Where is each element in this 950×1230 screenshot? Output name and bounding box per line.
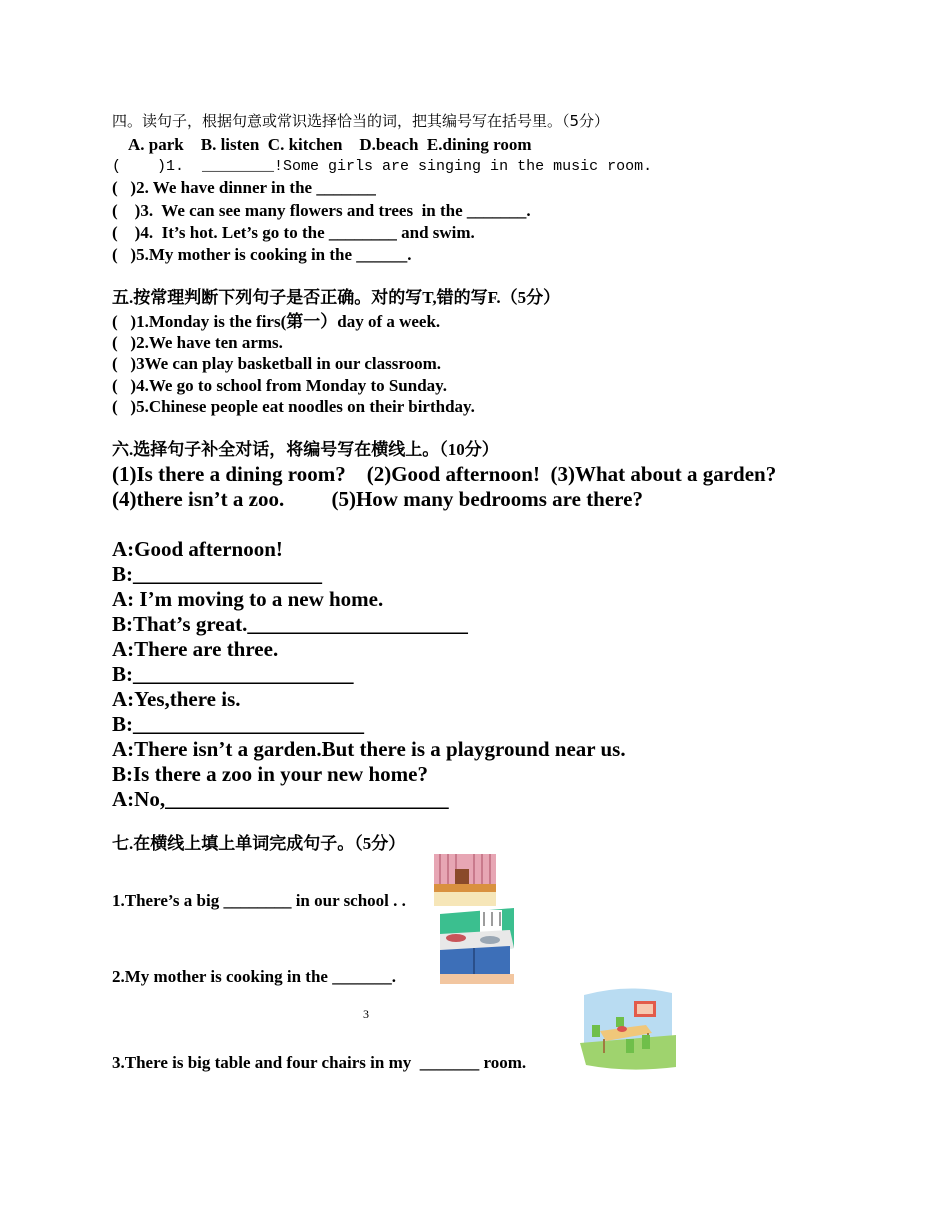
section4-title: 四。读句子，根据句意或常识选择恰当的词，把其编号写在括号里。（5分） — [112, 112, 610, 130]
section5-question-2: ( )2.We have ten arms. — [112, 333, 283, 352]
section5-question-4: ( )4.We go to school from Monday to Sunday. — [112, 376, 447, 395]
section6-title: 六.选择句子补全对话，将编号写在横线上。（10分） — [112, 440, 499, 459]
section4-question-5: ( )5.My mother is cooking in the ______. — [112, 245, 412, 264]
music-room-picture — [434, 854, 496, 906]
section7-question-2: 2.My mother is cooking in the _______. — [112, 967, 396, 986]
dialog-line: A:Good afternoon! — [112, 537, 283, 561]
section4-question-4: ( )4. It’s hot. Let’s go to the ________ and swim. — [112, 223, 475, 242]
section5-title: 五.按常理判断下列句子是否正确。对的写T,错的写F.（5分） — [112, 288, 561, 307]
section5-question-3: ( )3We can play basketball in our classroom. — [112, 354, 442, 373]
dialog-line: B:Is there a zoo in your new home? — [112, 762, 428, 786]
section5-question-1: ( )1.Monday is the firs(第一）day of a week. — [112, 312, 441, 331]
dialog-line: A:Yes,there is. — [112, 687, 241, 711]
section7-title: 七.在横线上填上单词完成句子。（5分） — [112, 834, 406, 853]
dialog-line: B:__________________ — [112, 562, 322, 586]
section4-options: A. park B. listen C. kitchen D.beach E.dining room — [128, 135, 532, 154]
page-number: 3 — [363, 1007, 369, 1021]
dialog-line: B:That’s great._____________________ — [112, 612, 468, 636]
section4-question-3: ( )3. We can see many flowers and trees in the _______. — [112, 201, 531, 220]
section4-question-1: ( )1. ________!Some girls are singing in the music room. — [112, 158, 653, 175]
kitchen-picture — [440, 908, 514, 984]
dialog-line: B:______________________ — [112, 712, 364, 736]
dialog-line: A: I’m moving to a new home. — [112, 587, 384, 611]
dialog-line: A:No,___________________________ — [112, 787, 449, 811]
dialog-line: A:There are three. — [112, 637, 279, 661]
section7-question-3: 3.There is big table and four chairs in my _______ room. — [112, 1053, 527, 1072]
section4-question-2: ( )2. We have dinner in the _______ — [112, 178, 376, 197]
dialog-line: B:_____________________ — [112, 662, 354, 686]
section6-options-line-2: (4)there isn’t a zoo. (5)How many bedrooms are there? — [112, 487, 643, 511]
section6-options-line-1: (1)Is there a dining room? (2)Good afternoon! (3)What about a garden? — [112, 462, 777, 486]
section7-question-1: 1.There’s a big ________ in our school . . — [112, 891, 406, 910]
section5-question-5: ( )5.Chinese people eat noodles on their birthday. — [112, 397, 475, 416]
dialog-line: A:There isn’t a garden.But there is a playground near us. — [112, 737, 626, 761]
dining-room-picture — [580, 987, 676, 1071]
